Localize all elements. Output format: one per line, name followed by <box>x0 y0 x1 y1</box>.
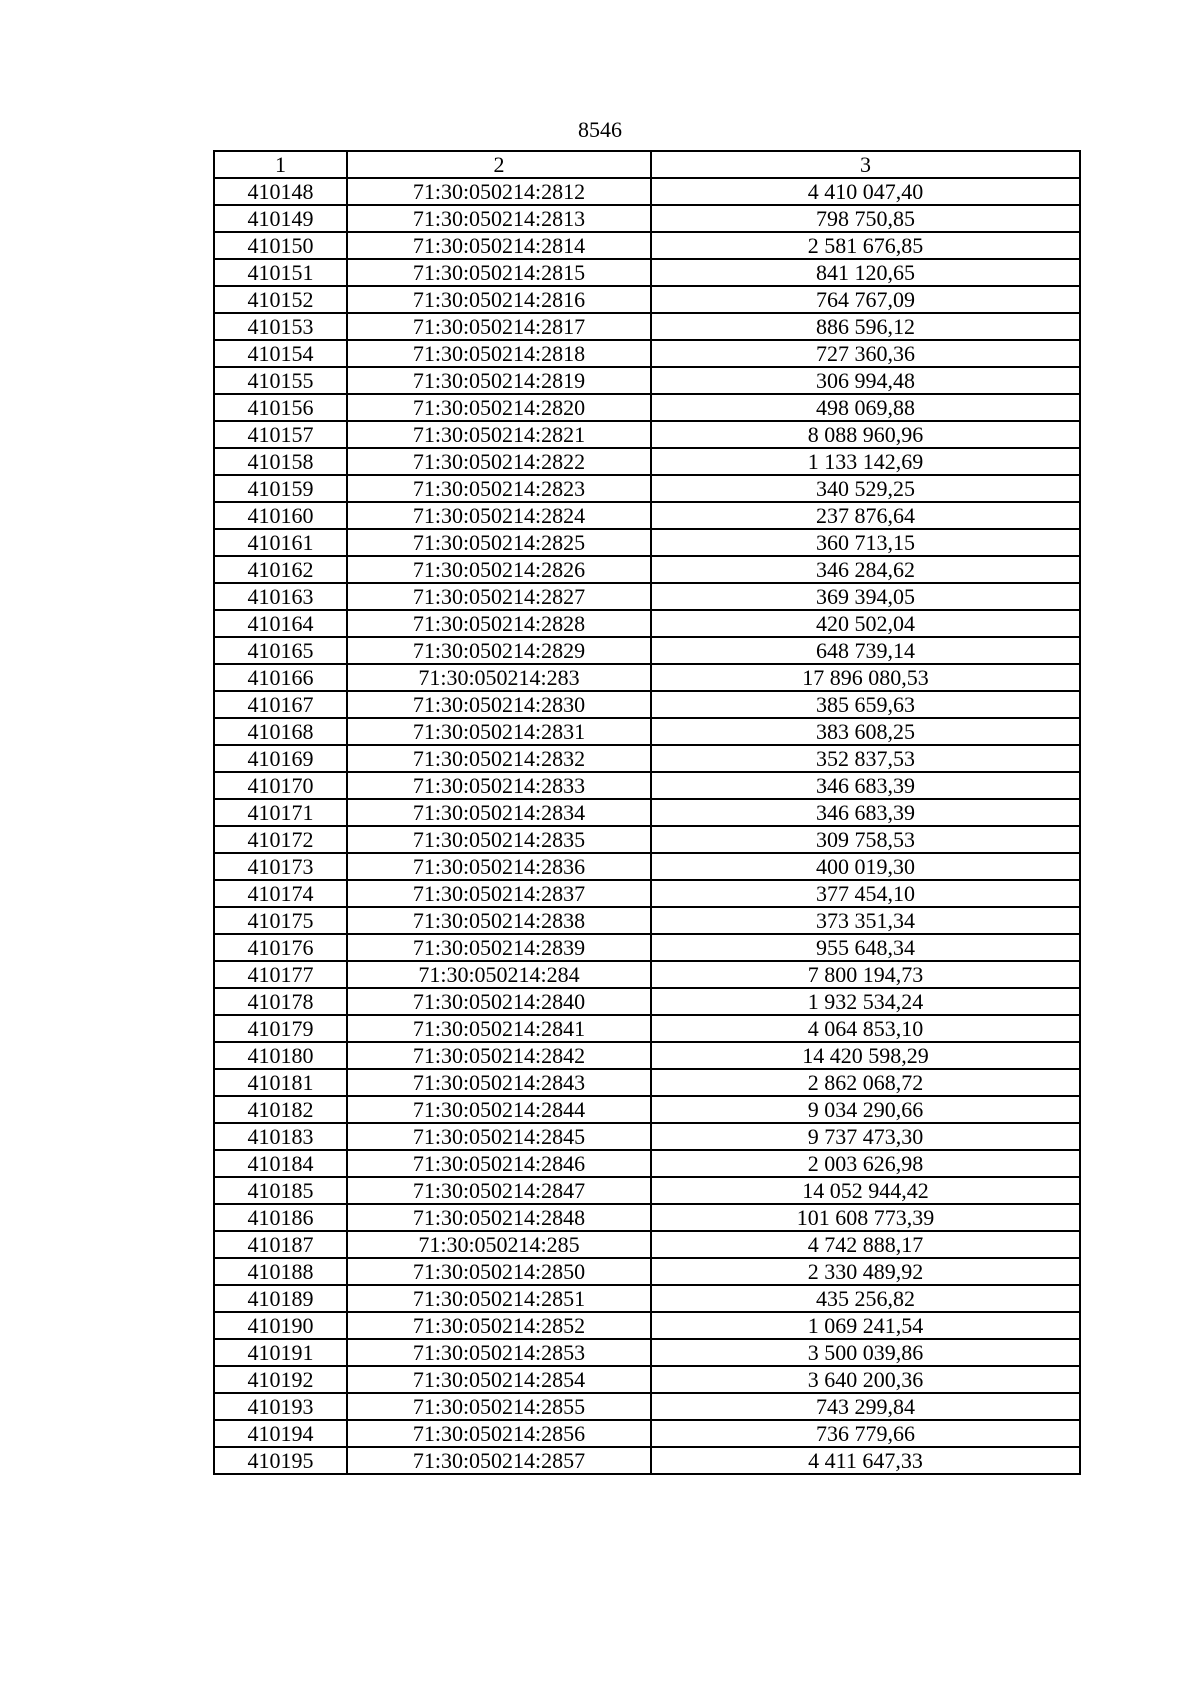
cadastral-number-cell: 71:30:050214:2819 <box>347 367 651 394</box>
table-row <box>214 475 1080 502</box>
row-number-cell: 410178 <box>214 988 347 1015</box>
cadastral-value-cell: 4 411 647,33 <box>651 1447 1080 1474</box>
cadastral-value-cell: 340 529,25 <box>651 475 1080 502</box>
table-row <box>214 1285 1080 1312</box>
cadastral-value-cell: 377 454,10 <box>651 880 1080 907</box>
row-number-cell: 410166 <box>214 664 347 691</box>
table-row <box>214 1042 1080 1069</box>
cadastral-value-cell: 736 779,66 <box>651 1420 1080 1447</box>
cadastral-value-cell: 4 410 047,40 <box>651 178 1080 205</box>
cadastral-value-cell: 373 351,34 <box>651 907 1080 934</box>
table-row <box>214 259 1080 286</box>
row-number-cell: 410187 <box>214 1231 347 1258</box>
row-number-cell: 410161 <box>214 529 347 556</box>
row-number-cell: 410160 <box>214 502 347 529</box>
row-number-cell: 410152 <box>214 286 347 313</box>
cadastral-value-cell: 841 120,65 <box>651 259 1080 286</box>
cadastral-number-cell: 71:30:050214:2836 <box>347 853 651 880</box>
row-number-cell: 410153 <box>214 313 347 340</box>
table-row <box>214 448 1080 475</box>
row-number-cell: 410163 <box>214 583 347 610</box>
row-number-cell: 410151 <box>214 259 347 286</box>
cadastral-value-cell: 400 019,30 <box>651 853 1080 880</box>
cadastral-value-cell: 764 767,09 <box>651 286 1080 313</box>
row-number-cell: 410148 <box>214 178 347 205</box>
row-number-cell: 410155 <box>214 367 347 394</box>
row-number-cell: 410184 <box>214 1150 347 1177</box>
cadastral-value-cell: 14 420 598,29 <box>651 1042 1080 1069</box>
cadastral-number-cell: 71:30:050214:2815 <box>347 259 651 286</box>
row-number-cell: 410165 <box>214 637 347 664</box>
row-number-cell: 410167 <box>214 691 347 718</box>
cadastral-value-cell: 14 052 944,42 <box>651 1177 1080 1204</box>
cadastral-number-cell: 71:30:050214:2850 <box>347 1258 651 1285</box>
cadastral-value-cell: 9 034 290,66 <box>651 1096 1080 1123</box>
cadastral-number-cell: 71:30:050214:2848 <box>347 1204 651 1231</box>
cadastral-number-cell: 71:30:050214:2839 <box>347 934 651 961</box>
table-row <box>214 178 1080 205</box>
cadastral-value-cell: 798 750,85 <box>651 205 1080 232</box>
cadastral-value-cell: 309 758,53 <box>651 826 1080 853</box>
row-number-cell: 410183 <box>214 1123 347 1150</box>
cadastral-number-cell: 71:30:050214:2835 <box>347 826 651 853</box>
cadastral-value-cell: 420 502,04 <box>651 610 1080 637</box>
table-row <box>214 1015 1080 1042</box>
cadastral-number-cell: 71:30:050214:2831 <box>347 718 651 745</box>
table-row <box>214 799 1080 826</box>
table-row <box>214 421 1080 448</box>
row-number-cell: 410177 <box>214 961 347 988</box>
row-number-cell: 410193 <box>214 1393 347 1420</box>
cadastral-number-cell: 71:30:050214:2833 <box>347 772 651 799</box>
table-row <box>214 286 1080 313</box>
table-row <box>214 556 1080 583</box>
table-row <box>214 394 1080 421</box>
cadastral-value-cell: 346 284,62 <box>651 556 1080 583</box>
column-header-2: 2 <box>347 151 651 178</box>
page-number: 8546 <box>578 117 622 142</box>
row-number-cell: 410175 <box>214 907 347 934</box>
row-number-cell: 410159 <box>214 475 347 502</box>
cadastral-number-cell: 71:30:050214:2851 <box>347 1285 651 1312</box>
table-row <box>214 313 1080 340</box>
cadastral-value-cell: 352 837,53 <box>651 745 1080 772</box>
table-row <box>214 664 1080 691</box>
cadastral-number-cell: 71:30:050214:2813 <box>347 205 651 232</box>
row-number-cell: 410149 <box>214 205 347 232</box>
cadastral-number-cell: 71:30:050214:2847 <box>347 1177 651 1204</box>
table-row <box>214 205 1080 232</box>
table-row <box>214 583 1080 610</box>
cadastral-value-cell: 17 896 080,53 <box>651 664 1080 691</box>
cadastral-number-cell: 71:30:050214:2840 <box>347 988 651 1015</box>
table-row <box>214 1420 1080 1447</box>
row-number-cell: 410189 <box>214 1285 347 1312</box>
row-number-cell: 410192 <box>214 1366 347 1393</box>
table-row <box>214 1096 1080 1123</box>
cadastral-number-cell: 71:30:050214:283 <box>347 664 651 691</box>
cadastral-number-cell: 71:30:050214:2816 <box>347 286 651 313</box>
cadastral-value-cell: 1 069 241,54 <box>651 1312 1080 1339</box>
cadastral-number-cell: 71:30:050214:2820 <box>347 394 651 421</box>
row-number-cell: 410194 <box>214 1420 347 1447</box>
table-row <box>214 1150 1080 1177</box>
table-row <box>214 1231 1080 1258</box>
row-number-cell: 410179 <box>214 1015 347 1042</box>
table-row <box>214 502 1080 529</box>
row-number-cell: 410186 <box>214 1204 347 1231</box>
table-row <box>214 1312 1080 1339</box>
table-row <box>214 1069 1080 1096</box>
cadastral-number-cell: 71:30:050214:2838 <box>347 907 651 934</box>
cadastral-number-cell: 71:30:050214:2828 <box>347 610 651 637</box>
cadastral-number-cell: 71:30:050214:2830 <box>347 691 651 718</box>
cadastral-number-cell: 71:30:050214:2857 <box>347 1447 651 1474</box>
cadastral-value-cell: 727 360,36 <box>651 340 1080 367</box>
cadastral-value-cell: 237 876,64 <box>651 502 1080 529</box>
cadastral-number-cell: 71:30:050214:2825 <box>347 529 651 556</box>
cadastral-value-cell: 346 683,39 <box>651 799 1080 826</box>
cadastral-value-cell: 886 596,12 <box>651 313 1080 340</box>
table-row <box>214 961 1080 988</box>
table-header <box>214 151 1080 178</box>
cadastral-number-cell: 71:30:050214:2837 <box>347 880 651 907</box>
cadastral-value-cell: 346 683,39 <box>651 772 1080 799</box>
cadastral-value-cell: 1 133 142,69 <box>651 448 1080 475</box>
table-row <box>214 1204 1080 1231</box>
table-row <box>214 1123 1080 1150</box>
cadastral-value-cell: 9 737 473,30 <box>651 1123 1080 1150</box>
cadastral-value-cell: 4 064 853,10 <box>651 1015 1080 1042</box>
table-row <box>214 637 1080 664</box>
row-number-cell: 410170 <box>214 772 347 799</box>
column-header-3: 3 <box>651 151 1080 178</box>
cadastral-number-cell: 71:30:050214:2817 <box>347 313 651 340</box>
row-number-cell: 410169 <box>214 745 347 772</box>
cadastral-value-cell: 3 500 039,86 <box>651 1339 1080 1366</box>
cadastral-value-cell: 8 088 960,96 <box>651 421 1080 448</box>
cadastral-value-cell: 955 648,34 <box>651 934 1080 961</box>
cadastral-value-cell: 385 659,63 <box>651 691 1080 718</box>
row-number-cell: 410162 <box>214 556 347 583</box>
row-number-cell: 410171 <box>214 799 347 826</box>
row-number-cell: 410188 <box>214 1258 347 1285</box>
cadastral-value-cell: 2 330 489,92 <box>651 1258 1080 1285</box>
cadastral-value-cell: 1 932 534,24 <box>651 988 1080 1015</box>
row-number-cell: 410156 <box>214 394 347 421</box>
cadastral-value-cell: 648 739,14 <box>651 637 1080 664</box>
table-row <box>214 1339 1080 1366</box>
cadastral-number-cell: 71:30:050214:2821 <box>347 421 651 448</box>
cadastral-number-cell: 71:30:050214:2844 <box>347 1096 651 1123</box>
table-row <box>214 1447 1080 1474</box>
cadastral-value-cell: 2 581 676,85 <box>651 232 1080 259</box>
cadastral-number-cell: 71:30:050214:285 <box>347 1231 651 1258</box>
row-number-cell: 410158 <box>214 448 347 475</box>
cadastral-number-cell: 71:30:050214:2822 <box>347 448 651 475</box>
cadastral-number-cell: 71:30:050214:284 <box>347 961 651 988</box>
row-number-cell: 410176 <box>214 934 347 961</box>
header-row <box>214 151 1080 178</box>
cadastral-value-cell: 369 394,05 <box>651 583 1080 610</box>
cadastral-number-cell: 71:30:050214:2842 <box>347 1042 651 1069</box>
table-row <box>214 1258 1080 1285</box>
cadastral-number-cell: 71:30:050214:2823 <box>347 475 651 502</box>
cadastral-value-cell: 101 608 773,39 <box>651 1204 1080 1231</box>
cadastral-value-cell: 383 608,25 <box>651 718 1080 745</box>
row-number-cell: 410154 <box>214 340 347 367</box>
table-row <box>214 745 1080 772</box>
cadastral-number-cell: 71:30:050214:2843 <box>347 1069 651 1096</box>
cadastral-number-cell: 71:30:050214:2853 <box>347 1339 651 1366</box>
table-row <box>214 691 1080 718</box>
cadastral-value-cell: 4 742 888,17 <box>651 1231 1080 1258</box>
row-number-cell: 410168 <box>214 718 347 745</box>
cadastral-value-cell: 498 069,88 <box>651 394 1080 421</box>
table-row <box>214 232 1080 259</box>
table-row <box>214 907 1080 934</box>
row-number-cell: 410164 <box>214 610 347 637</box>
table-row <box>214 772 1080 799</box>
row-number-cell: 410195 <box>214 1447 347 1474</box>
table-row <box>214 529 1080 556</box>
cadastral-number-cell: 71:30:050214:2855 <box>347 1393 651 1420</box>
cadastral-number-cell: 71:30:050214:2826 <box>347 556 651 583</box>
cadastral-number-cell: 71:30:050214:2845 <box>347 1123 651 1150</box>
cadastral-number-cell: 71:30:050214:2814 <box>347 232 651 259</box>
table-body <box>214 178 1080 1474</box>
row-number-cell: 410173 <box>214 853 347 880</box>
row-number-cell: 410157 <box>214 421 347 448</box>
table-row <box>214 934 1080 961</box>
table-row <box>214 718 1080 745</box>
row-number-cell: 410172 <box>214 826 347 853</box>
cadastral-number-cell: 71:30:050214:2829 <box>347 637 651 664</box>
table-row <box>214 853 1080 880</box>
row-number-cell: 410191 <box>214 1339 347 1366</box>
cadastral-number-cell: 71:30:050214:2818 <box>347 340 651 367</box>
cadastral-number-cell: 71:30:050214:2834 <box>347 799 651 826</box>
table-row <box>214 340 1080 367</box>
table-row <box>214 826 1080 853</box>
row-number-cell: 410181 <box>214 1069 347 1096</box>
cadastral-number-cell: 71:30:050214:2827 <box>347 583 651 610</box>
cadastral-number-cell: 71:30:050214:2812 <box>347 178 651 205</box>
cadastral-value-cell: 2 862 068,72 <box>651 1069 1080 1096</box>
cadastral-value-cell: 306 994,48 <box>651 367 1080 394</box>
cadastral-value-table <box>213 150 1081 1475</box>
cadastral-value-cell: 2 003 626,98 <box>651 1150 1080 1177</box>
row-number-cell: 410185 <box>214 1177 347 1204</box>
row-number-cell: 410174 <box>214 880 347 907</box>
table-row <box>214 1366 1080 1393</box>
cadastral-value-cell: 360 713,15 <box>651 529 1080 556</box>
table-row <box>214 880 1080 907</box>
cadastral-number-cell: 71:30:050214:2846 <box>347 1150 651 1177</box>
row-number-cell: 410182 <box>214 1096 347 1123</box>
cadastral-number-cell: 71:30:050214:2854 <box>347 1366 651 1393</box>
column-header-1: 1 <box>214 151 347 178</box>
cadastral-value-cell: 435 256,82 <box>651 1285 1080 1312</box>
row-number-cell: 410190 <box>214 1312 347 1339</box>
cadastral-number-cell: 71:30:050214:2824 <box>347 502 651 529</box>
cadastral-value-cell: 3 640 200,36 <box>651 1366 1080 1393</box>
cadastral-number-cell: 71:30:050214:2852 <box>347 1312 651 1339</box>
cadastral-number-cell: 71:30:050214:2856 <box>347 1420 651 1447</box>
table-row <box>214 988 1080 1015</box>
cadastral-number-cell: 71:30:050214:2841 <box>347 1015 651 1042</box>
cadastral-value-cell: 7 800 194,73 <box>651 961 1080 988</box>
table-row <box>214 1177 1080 1204</box>
cadastral-value-cell: 743 299,84 <box>651 1393 1080 1420</box>
table-row <box>214 610 1080 637</box>
row-number-cell: 410150 <box>214 232 347 259</box>
table-row <box>214 367 1080 394</box>
table-row <box>214 1393 1080 1420</box>
row-number-cell: 410180 <box>214 1042 347 1069</box>
cadastral-number-cell: 71:30:050214:2832 <box>347 745 651 772</box>
